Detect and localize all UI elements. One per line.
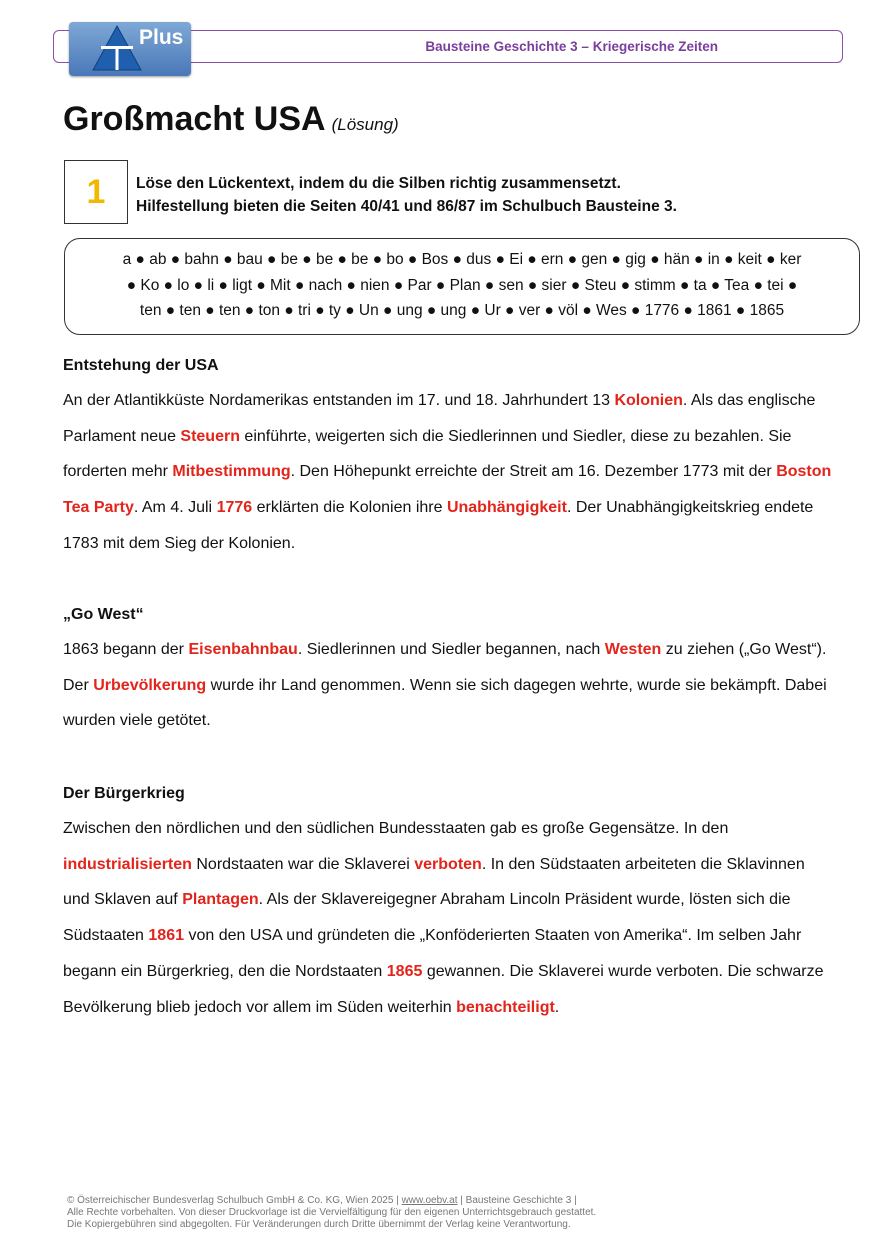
text-run: 1863 begann der bbox=[63, 641, 189, 658]
answer-word: verboten bbox=[414, 855, 482, 873]
section-paragraph bbox=[63, 811, 833, 1025]
answer-word: Mitbestimmung bbox=[172, 463, 291, 481]
plus-logo bbox=[69, 22, 191, 76]
task-instructions bbox=[136, 172, 677, 218]
answer-word: Boston Tea Party bbox=[63, 463, 832, 517]
text-run: . In den Südstaaten arbeiteten die Sklavinnen und Sklaven auf bbox=[63, 855, 805, 909]
logo-text: Plus bbox=[139, 26, 184, 49]
page-title-main: Großmacht USA bbox=[63, 100, 326, 138]
header-title: Bausteine Geschichte 3 – Kriegerische Zeiten bbox=[425, 39, 718, 54]
text-run: . Den Höhepunkt erreichte der Streit am 16. Dezember 1773 mit der bbox=[290, 463, 777, 481]
text-run: von den USA und gründeten die „Konföderierten Staaten von Amerika“. Im selben Jahr begann ein Bürgerkrieg, den die Nordstaaten bbox=[63, 927, 802, 980]
section-heading: Entstehung der USA bbox=[63, 357, 219, 374]
task-line-1: Löse den Lückentext, indem du die Silben richtig zusammensetzt. bbox=[136, 175, 621, 192]
task-line-2: Hilfestellung bieten die Seiten 40/41 und 86/87 im Schulbuch Bausteine 3. bbox=[136, 198, 677, 215]
text-run: Zwischen den nördlichen und den südlichen Bundesstaaten gab es große Gegensätze. In den bbox=[63, 820, 729, 837]
text-run: An der Atlantikküste Nordamerikas entstanden im 17. und 18. Jahrhundert 13 bbox=[63, 392, 615, 409]
text-run: zu ziehen („Go West“). Der bbox=[63, 641, 827, 694]
section-heading: „Go West“ bbox=[63, 606, 144, 623]
section-entstehung bbox=[63, 356, 833, 562]
text-run: erklärten die Kolonien ihre bbox=[252, 499, 447, 517]
footer-book: | Bausteine Geschichte 3 | bbox=[457, 1195, 577, 1206]
syllable-line-1: a ● ab ● bahn ● bau ● be ● be ● be ● bo ● Bos ● dus ● Ei ● ern ● gen ● gig ● hän ● in ● keit ● ker bbox=[122, 251, 802, 268]
text-run: . bbox=[554, 998, 560, 1016]
answer-word: industrialisierten bbox=[63, 855, 192, 873]
answer-word: benachteiligt bbox=[456, 998, 555, 1016]
answer-word: 1776 bbox=[216, 499, 253, 517]
section-paragraph bbox=[63, 632, 833, 739]
answer-word: Kolonien bbox=[614, 392, 683, 409]
answer-word: Westen bbox=[604, 641, 662, 658]
answer-word: Plantagen bbox=[182, 891, 259, 909]
section-buergerkrieg bbox=[63, 784, 833, 1025]
syllable-box bbox=[64, 238, 860, 335]
footer bbox=[67, 1195, 596, 1231]
text-run: . Als das englische Parlament neue bbox=[63, 392, 816, 445]
answer-word: 1865 bbox=[386, 962, 423, 980]
page-subtitle: (Lösung) bbox=[331, 115, 399, 134]
syllable-line-3: ten ● ten ● ten ● ton ● tri ● ty ● Un ● ung ● ung ● Ur ● ver ● völ ● Wes ● 1776 ● 1861 ● 1865 bbox=[139, 302, 785, 319]
text-run: wurde ihr Land genommen. Wenn sie sich dagegen wehrte, wurde sie bekämpft. Dabei wurden viele getötet. bbox=[63, 676, 827, 730]
section-paragraph bbox=[63, 383, 833, 562]
task-number: 1 bbox=[86, 172, 106, 211]
answer-word: Unabhängigkeit bbox=[446, 499, 567, 517]
text-run: einführte, weigerten sich die Siedlerinnen und Siedler, diese zu bezahlen. Sie forderten mehr bbox=[63, 427, 792, 481]
text-run: . Der Unabhängigkeitskrieg endete 1783 mit dem Sieg der Kolonien. bbox=[63, 499, 814, 552]
text-run: gewannen. Die Sklaverei wurde verboten. Die schwarze Bevölkerung blieb jedoch vor allem im Süden weiterhin bbox=[63, 962, 824, 1016]
footer-line-1 bbox=[67, 1195, 596, 1207]
text-run: . Als der Sklavereigegner Abraham Lincoln Präsident wurde, lösten sich die Südstaaten bbox=[63, 891, 791, 945]
triangle-logo-icon bbox=[91, 24, 143, 72]
answer-word: Eisenbahnbau bbox=[188, 641, 298, 658]
answer-word: Urbevölkerung bbox=[93, 676, 207, 694]
footer-line-3: Die Kopiergebühren sind abgegolten. Für Veränderungen durch Dritte übernimmt der Verlag keine Verantwortung. bbox=[67, 1219, 571, 1230]
section-go-west bbox=[63, 605, 833, 739]
text-run: . Am 4. Juli bbox=[133, 499, 217, 517]
text-run: Nordstaaten war die Sklaverei bbox=[191, 855, 415, 873]
footer-line-2: Alle Rechte vorbehalten. Von dieser Druckvorlage ist die Vervielfältigung für den eigenen Unterrichtsgebrauch gestattet. bbox=[67, 1207, 597, 1218]
task-number-box bbox=[64, 160, 128, 224]
text-run: . Siedlerinnen und Siedler begannen, nach bbox=[297, 641, 605, 658]
syllable-line-2: ● Ko ● lo ● li ● ligt ● Mit ● nach ● nien ● Par ● Plan ● sen ● sier ● Steu ● stimm ● ta ● Tea ● tei ● bbox=[126, 276, 798, 294]
section-heading: Der Bürgerkrieg bbox=[63, 785, 185, 802]
footer-link[interactable]: www.oebv.at bbox=[401, 1195, 458, 1206]
answer-word: Steuern bbox=[180, 427, 240, 445]
answer-word: 1861 bbox=[148, 927, 184, 945]
footer-copyright: © Österreichischer Bundesverlag Schulbuch GmbH & Co. KG, Wien 2025 | bbox=[67, 1195, 402, 1206]
page-title bbox=[63, 100, 399, 139]
